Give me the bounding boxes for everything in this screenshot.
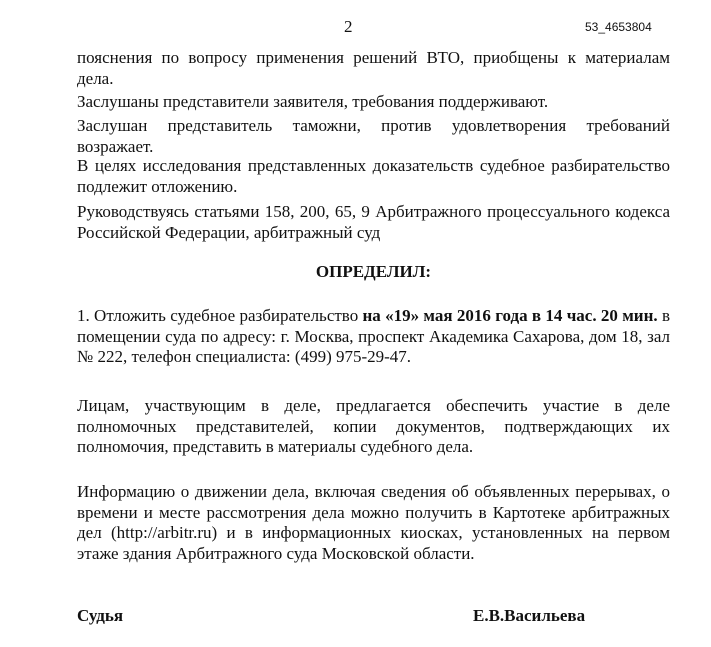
- item1-text-start: 1. Отложить судебное разбирательство: [77, 306, 363, 325]
- paragraph-legal-basis: Руководствуясь статьями 158, 200, 65, 9 Арбитражного процессуального кодекса Российской Федерации, арбитражный суд: [77, 202, 670, 242]
- signature-label: Судья: [77, 606, 124, 625]
- hearing-date: на «19» мая 2016 года в 14 час. 20 мин.: [362, 306, 658, 325]
- paragraph-participants: Лицам, участвующим в деле, предлагается обеспечить участие в деле полномочных представителей, копии документов, подтверждающих их полномочия, представить в материалы судебного дела.: [77, 396, 670, 456]
- ruling-item-1: [77, 306, 670, 368]
- paragraph-postponement: В целях исследования представленных доказательств судебное разбирательство подлежит отложению.: [77, 156, 670, 196]
- document-id: 53_4653804: [585, 20, 652, 34]
- paragraph-information: Информацию о движении дела, включая сведения об объявленных перерывах, о времени и месте рассмотрения дела можно получить в Картотеке арбитражных дел (http://arbitr.ru) и в информационных киосках, установленных на первом этаже здания Арбитражного суда Московской области.: [77, 482, 670, 563]
- paragraph-explanations: пояснения по вопросу применения решений ВТО, приобщены к материалам дела.: [77, 48, 670, 88]
- item1-text-end: в помещении суда по адресу: г. Москва, проспект Академика Сахарова, дом 18, зал № 222, телефон специалиста: (499) 975-29-47.: [77, 306, 670, 366]
- paragraph-customs: Заслушан представитель таможни, против удовлетворения требований возражает.: [77, 116, 670, 156]
- paragraph-applicant: Заслушаны представители заявителя, требования поддерживают.: [77, 92, 549, 111]
- page-number: 2: [344, 17, 353, 36]
- ruling-heading: ОПРЕДЕЛИЛ:: [315, 262, 432, 281]
- signature-name: Е.В.Васильева: [473, 606, 586, 625]
